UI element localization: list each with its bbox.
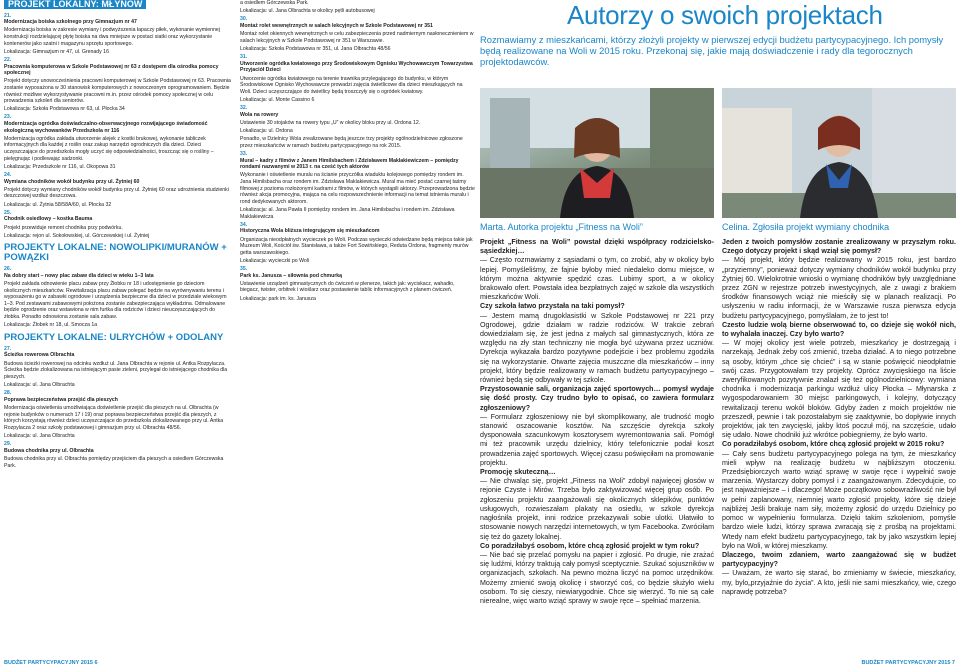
- interview-question: Przystosowanie sali, organizacja zajęć sportowych… pomysł wydaje się dość prosty. Czy trudno było to opisać, co zawiera formularz zgłoszeniowy?: [480, 385, 714, 412]
- interview-answer: — Cały sens budżetu partycypacyjnego polega na tym, że mieszkańcy mieli wpływ na realizację budżetu w najbliższym otoczeniu. Przedsiębiorczych warto wziąć sprawę w swoje ręce i wypełnić swoje marzenia. Wystarczy dobry pomysł i z zaangażowanym. Zdecydujcie, co jest najważniejsze – i dlaczego! Może początkowo sobowrażliwość nie był w pełni zaplanowany, niemniej warto zgłosić projekty, które się dzieje najbliżej Jeśli brakuje nam siły, możemy zgłosić do urzędu Dzielnicy po pomoc w wypełnieniu formularza. Dzięki takim szkoleniom, pomyśle bardzo wiele ludzi, którzy sprawa zwracają się z prośbą na projektami. Wtedy nam efekt budżetu partycypacyjnego, tak by jako wszystkim lepiej było na Woli, w której mieszkamy.: [722, 449, 956, 550]
- project-number: 21.: [4, 12, 12, 19]
- project-title: Poprawa bezpieczeństwa przejść dla pieszych: [4, 396, 118, 403]
- project-entry: [240, 16, 475, 52]
- project-location: Lokalizacja: Żłobek nr 18, ul. Smocza 1a: [4, 322, 98, 329]
- interview-answer: — Mój projekt, który będzie realizowany w 2015 roku, jest bardzo „przyziemny”, ponieważ dotyczy wymiany chodników wokół budynku przy Żytniej 60. Wielokrotnie wnioski o wymianę chodników były uwzględniane przez ZGN w rejestrze potrzeb inwestycyjnych, ale z uwagi z brakiem środków finansowych wciąż nie mieściły się w planach realizacji. Po usłyszeniu w radiu informacji, że w Warszawie rusza pierwsza edycja budżetu partycypacyjnego, pomyślałam, że to jest to!: [722, 256, 956, 320]
- project-entry: [4, 210, 232, 240]
- project-title: Pracownia komputerowa w Szkole Podstawowej nr 63 z dostępem dla ośrodka pomocy społecznej: [4, 63, 219, 77]
- project-description: Montaż rolet okiennych wewnętrznych w celu zabezpieczenia przed nadmiernym nasłonecznieniem w salach lekcyjnych w Szkole Podstawowej nr 351 w Warszawie.: [240, 31, 474, 44]
- left-page: [0, 0, 479, 666]
- project-entry: [240, 266, 475, 302]
- project-title: Budowa chodnika przy ul. Olbrachta: [4, 447, 94, 454]
- project-location: Lokalizacja: wycieczki po Woli: [240, 257, 310, 264]
- interview-answer: — Uważam, że warto się starać, bo zmieniamy w świecie, mieszkańcy, my, bylo„przyjaźnie do życia”. A kto, jeśli nie sami mieszkańcy, wie, czego naprawdę potrzeba?: [722, 569, 956, 596]
- project-number: 30.: [240, 16, 248, 23]
- project-description: Modernizacja boiska w zakresie wymiany i podwyższenia łapaczy piłek, wykonanie wymiennej konstrukcji rozdzielającej płytę boiska na dwa mniejsze w postaci siatki oraz wykorzystanie kontenerów jako szatni i magazynu sprzętu sportowego.: [4, 27, 220, 47]
- interview-question: Promocję skuteczną…: [480, 468, 556, 477]
- project-description: Projekt zakłada odnowienie placu zabaw przy Żłobku nr 18 i udostępnienie go dzieciom okolicznych mieszkańców. Rewitalizacja placu zabaw polegać będzie na wyrównywaniu terenu i wyposażeniu go w zabawki ogrodowe i urządzenia bezpieczne dla dzieci w przedziale wiekowym 1–3. Pod zestawami zabawowymi położona zostanie zabezpieczająca wykładzina. Odmalowane będzie ogrodzenie oraz wstawiona w nim furtka dla rodziców i dzieci nieuczęszczających do żłobka. Ponadto odnowiona zostanie sala zabaw.: [4, 281, 227, 321]
- left-col-1: [4, 0, 232, 471]
- left-col-2: [240, 0, 475, 304]
- project-title: Ścieżka rowerowa Olbrachta: [4, 352, 75, 359]
- project-number: 31.: [240, 54, 248, 61]
- photo-celina-image: [722, 88, 956, 218]
- interview-question: Czesto ludzie wolą bierne obserwować to, co dzieje się wokół nich, to wyhalała inaczej. Czy było warto?: [722, 320, 956, 339]
- interview-marta: [480, 238, 714, 606]
- project-location: Lokalizacja: al. Jana Pawła II pomiędzy rondem im. Jana Himilsbacha i rondem im. Zdzisława Maklakiewicza: [240, 206, 455, 220]
- page-footer-left: BUDŻET PARTYCYPACYJNY 2015 6: [4, 660, 98, 666]
- project-description: Ustawienie 30 stojaków na rowery typu „U” w okolicy bloku przy ul. Ordona 12.: [240, 119, 421, 126]
- project-description: a osiedlem Górczewska Park.: [240, 0, 309, 6]
- project-number: 34.: [240, 221, 248, 228]
- project-location: Lokalizacja: ul. Żytnia 58/58A/60, ul. Płocka 32: [4, 201, 112, 208]
- project-location: Lokalizacja: ul. Monte Cassino 6: [240, 96, 315, 103]
- project-entry: [4, 114, 232, 170]
- project-location: Lokalizacja: ul. Ordona: [240, 128, 293, 135]
- project-title: Modernizacja boiska szkolnego przy Gimnazjum nr 47: [4, 19, 137, 26]
- interview-answer: — Nie chwaląc się, projekt „Fitness na Woli” zdobył najwięcej głosów w rejonie Czyste i Mirów. Trzeba było zaktywizować więcej grup osób. Po zgłoszeniu projektu zaangażowali się okolicznych sklepików, punktów usługowych, rozwieszałam plakaty na osiedlu, w szkole dyrekcja nagłośniła projekt, inni rodzice przekazywali sobie ulotki. Ułatwiło to stosowanie nowych narzędzi internetowych, w tym Facebooka. Zwróciłam się też do gazety lokalnej.: [480, 477, 714, 541]
- project-location: Lokalizacja: Gimnazjum nr 47, ul. Grenady 16: [4, 48, 109, 55]
- project-title: Mural – kadry z filmów z Janem Himilsbachem i Zdzisławem Maklakiewiczem – pomiędzy rondami nazwanymi w 2013 r. na cześć tych aktorów: [240, 157, 459, 171]
- project-description: Projekt dotyczy wymiany chodników wokół budynku przy ul. Żytniej 60 oraz udrożnienia studzienki deszczowej wzdłuż deszczowa.: [4, 186, 229, 200]
- project-title: Wymiana chodników wokół budynku przy ul. Żytniej 60: [4, 178, 140, 185]
- project-location: Lokalizacja: rejon ul. Sokołowskiej, ul. Górczewskiej i ul. Żytniej: [4, 232, 150, 239]
- project-title: Na dobry start – nowy plac zabaw dla dzieci w wieku 1–3 lata: [4, 272, 154, 279]
- project-number: 26.: [4, 266, 12, 273]
- project-entry: [240, 54, 475, 103]
- interview-answer: — Formularz zgłoszeniowy nie był skomplikowany, ale trudność mogło stanowić oszacowanie kosztów. Na szczęście dyrekcja szkoły dysponowała szacunkowym kosztorysem wyremontowania sali. Pomógł mi też pracownik urzędu dzielnicy, który telefonicznie podał koszt prowadzenia zajęć sportowych. Więcej czasu poświęciłam na promowanie projektu.: [480, 412, 714, 467]
- project-location: Lokalizacja: park im. ks. Janusza: [240, 295, 316, 302]
- project-number: 23.: [4, 114, 12, 121]
- project-location: Lokalizacja: ul. Jana Olbrachta: [4, 382, 75, 388]
- project-number: 24.: [4, 172, 12, 178]
- project-list-3: [4, 346, 232, 469]
- project-entry: [4, 346, 232, 389]
- project-location: Lokalizacja: ul. Jana Olbrachta: [4, 432, 75, 439]
- interview-question: Dlaczego, twoim zdaniem, warto zaangażować się w budżet partycypacyjny?: [722, 550, 956, 569]
- project-number: 33.: [240, 151, 248, 157]
- project-entry: [4, 172, 232, 208]
- project-description: Modernizacja oświetlenia umożliwiająca doświetlenie przejść dla pieszych na ul. Olbrachta (w rejonie budynków o numerach 17 i 19) oraz poprawa bezpieczeństwa przejść dla pieszych, z których korzystają również dzieci uczęszczające do przedszkola zlokalizowanego przy ul. Antka Rozpylacza 2 oraz szkoły podstawowej i gimnazjum przy ul. Olbrachta 48/56.: [4, 404, 224, 431]
- project-description: Modernizacja ogródka zakłada utworzenie alejek z kostki brukowej, wykonanie tabliczek informacyjnych dla każdej z roślin oraz zakup narzędzi ogrodniczych dla dzieci. Dzieci uczęszczające do przedszkola mogły uczyć się odpowiedzialności, troszcząc się o rośliny – pielęgnując i podlewając sadzonki.: [4, 135, 214, 162]
- interview-question: Co poradziłabyś osobom, które chcą zgłosić projekt w 2015 roku?: [722, 440, 945, 449]
- project-description: Budowa ścieżki rowerowej na odcinku wzdłuż ul. Jana Olbrachta w rejonie ul. Antka Rozpylacza. Ścieżka będzie zlokalizowana na istniejącym pasie zieleni, przylegał do istniejącego chodnika dla pieszych.: [4, 360, 228, 380]
- project-title: Historyczna Wola bliższa integrującym się mieszkańcom: [240, 228, 380, 235]
- project-list-1: [4, 13, 232, 240]
- project-location: Lokalizacja: ul. Jana Olbrachta w okolicy pętli autobusowej: [240, 8, 375, 15]
- project-entry: [240, 222, 475, 265]
- interview-question: Projekt „Fitness na Woli” powstał dzięki współpracy rodzicielsko-sąsiedzkiej…: [480, 238, 714, 256]
- project-title: Wola na rowery: [240, 111, 279, 118]
- page-title: Autorzy o swoich projektach: [567, 0, 883, 30]
- project-location: Lokalizacja: Szkoła Podstawowa nr 63, ul. Płocka 34: [4, 106, 125, 113]
- project-entry: [4, 390, 232, 439]
- project-location: Lokalizacja: Szkoła Podstawowa nr 351, ul. Jana Olbrachta 48/56: [240, 45, 391, 52]
- project-title: Park ks. Janusza – siłownia pod chmurką: [240, 272, 343, 279]
- interview-answer: — Nie bać się przelać pomysłu na papier i zgłosić. Po drugie, nie zrażać się ludźmi, którzy traktują cały pomysł sceptycznie. Szukać sojuszników w organizacjach, szkołach. Na pewno można liczyć na pomoc urzędników. Możemy zmienić swoją okolicę i stworzyć coś, co będzie służyło wielu osobom. To się cieszy, niewiarygodnie. Chce się wierzyć. To nie są całe nierealne, więc warto wziąć sprawy w swoje ręce – spełniać marzenia.: [480, 550, 714, 605]
- project-entry: [4, 266, 232, 329]
- section-header-ulrychow: PROJEKTY LOKALNE: ULRYCHÓW + ODOLANY: [4, 331, 224, 343]
- project-entry: [4, 441, 232, 469]
- project-number: 22.: [4, 56, 12, 63]
- project-entry: [4, 13, 232, 56]
- project-list-4: [240, 0, 475, 302]
- project-number: 25.: [4, 209, 12, 216]
- caption-celina: Celina. Zgłosiła projekt wymiany chodnika: [722, 222, 890, 232]
- project-entry: [240, 105, 475, 135]
- photo-celina: [722, 88, 956, 218]
- project-entry: [240, 0, 475, 15]
- project-entry: [240, 151, 475, 220]
- page-footer-right: BUDŻET PARTYCYPACYJNY 2015 7: [861, 660, 955, 666]
- project-number: 27.: [4, 345, 12, 352]
- project-number: 35.: [240, 266, 248, 273]
- project-number: 29.: [4, 441, 12, 448]
- project-location: Lokalizacja: Przedszkole nr 116, ul. Okopowa 31: [4, 163, 116, 170]
- project-description: Projekt dotyczy unowocześnienia pracowni komputerowej w Szkole Podstawowej nr 63. Pracownia zostanie wyposażona w 30 stanowisk komputerowych z nowoczesnym oprogramowaniem. Będzie również możliwe wykorzystywanie pracowni m.in. przez ośrodek pomocy społecznej w celu prowadzenia szkoleń dla seniorów.: [4, 78, 231, 105]
- project-title: Chodnik osiedlowy – kostka Bauma: [4, 216, 93, 223]
- caption-marta: Marta. Autorka projektu „Fitness na Woli”: [480, 222, 643, 232]
- interview-question: Czy szkoła łatwo przystała na taki pomysł?: [480, 302, 625, 311]
- project-number: 32.: [240, 105, 248, 112]
- interview-question: Co poradziłabyś osobom, które chcą zgłosić projekt w tym roku?: [480, 541, 700, 550]
- interview-question: Jeden z twoich pomysłów zostanie zrealizowany w przyszłym roku. Czego dotyczy projekt i skąd wziął się pomysł?: [722, 238, 956, 256]
- lead-paragraph: Rozmawiamy z mieszkańcami, którzy złożyli projekty w pierwszej edycji budżetu partycypacyjnego. Ich pomysły będą realizowane na Woli w 2015 roku. Przekonaj się, jakie mają doświadczenie i rady dla tegorocznych projektodawców.: [480, 34, 944, 67]
- project-description: Wykonanie i oświetlenie muralu na ścianie przyczółka wiaduktu kolejowego pomiędzy rondem im. Jana Himilsbacha oraz rondem im. Zdzisława Maklakiewicza. Mural ma mieć postać czarnej taśmy filmowej z pozioma rozłożonymi kadrami z filmów, w których wystąpili aktorzy. Przeprowadzona będzie również akcja promocyjna, mająca na celu rozpowszechnienie informacji na temat istnienia muralu i rond dedykowanych aktorom.: [240, 172, 475, 205]
- project-description: Organizacja nieodpłatnych wycieczek po Woli. Podczas wycieczki odwiedzane będą miejsca takie jak Muzeum Woli, Kościół św. Stanisława, a także Fort Sowińskiego, Reduta Ordona, fragmenty murów getta warszawskiego.: [240, 236, 473, 256]
- project-description: Budowa chodnika przy ul. Olbrachta pomiędzy przejściem dla pieszych a osiedlem Górczewska Park.: [4, 455, 224, 469]
- section-header-mlynow: PROJEKT LOKALNY: MŁYNÓW: [4, 0, 146, 9]
- project-title: Modernizacja ogródka doświadczalno-obserwacyjnego rozwijającego świadomość ekologiczną wychowanków Przedszkola nr 116: [4, 121, 208, 134]
- project-entry: [240, 136, 475, 149]
- project-description: Ustawienie urządzeń gimnastycznych do ćwiczeń w plenerze, takich jak: wyciskacz, wahadło, biegacz, twister, orbitrek i wioślarz oraz postawienie tablic informacyjnych z planem ćwiczeń.: [240, 280, 455, 294]
- project-title: Montaż rolet wewnętrznych w salach lekcyjnych w Szkole Podstawowej nr 351: [240, 22, 433, 29]
- interview-celina: [722, 238, 956, 597]
- project-description: Ponadto, w Dzielnicy Wola zrealizowane będą jeszcze trzy projekty ogólnodzielnicowe zgłoszone przez mieszkańców w ramach budżetu partycypacyjnego na rok 2015.: [240, 136, 463, 149]
- project-description: Utworzenie ogródka kwiatowego na terenie trawnika przylegającego do budynku, w którym Środowiskowe Ognisko Wychowawcze prowadzi zajęcia świetlicowe dla dzieci mieszkających na Woli. Dzieci uczęszczające do świetlicy będą troszczyły się o ogródek kwiatowy.: [240, 75, 463, 95]
- project-description: Projekt przewiduje remont chodnika przy podwórku.: [4, 224, 123, 231]
- project-list-2: [4, 266, 232, 329]
- interview-answer: — Często rozmawiamy z sąsiadami o tym, co zrobić, aby w okolicy było lepiej. Pomyśleliśmy, że fajnie byłoby mieć niedaleko domu miejsce, w którym można aktywnie spędzić czas. Lubimy sport, a w okolicy brakowało ofert. Powstała idea bezpłatnych zajęć w szkole dla wszystkich mieszkańców Woli.: [480, 256, 714, 302]
- project-title: Utworzenie ogródka kwiatowego przy Środowiskowym Ognisku Wychowawczym Towarzystwa Przyjaciół Dzieci: [240, 60, 473, 74]
- project-entry: [4, 57, 232, 113]
- interview-answer: — Jestem mamą drugoklasistki w Szkole Podstawowej nr 221 przy Ogrodowej, gdzie działam w radzie rodziców. W trakcie zebrań dowiedziałam się, że jest jedna z małych sal gimnastycznych, która ze względu na zły stan techniczny nie mogła być używana przez uczniów. Dyrekcja wykazała bardzo pozytywne podejście i bez problemu zgodziła się na wykorzystanie. Otwarte zajęcia muszczne dla mieszkańców – inny projekt, który będzie realizowany w ramach budżetu partycypacyjnego – również będą się odbywały w tej szkole.: [480, 311, 714, 385]
- photo-marta-image: [480, 88, 714, 218]
- photo-marta: [480, 88, 714, 218]
- interview-answer: — W mojej okolicy jest wiele potrzeb, mieszkańcy je dostrzegają i narzekają. Jednak żeby coś zmienić, trzeba działać. A to niego potrzebne są osoby, którym „chce się chcieć” i są w stanie poświęcić nieodpłatnie swój czas. Przygotowałam trzy projekty. Oprócz zwycięskiego na liście zweryfikowanych pozytywnie znalazł się też ogólnodzielnicowy: wymiana chodnika i modernizacja parkingu wzdłuż ulicy Płocka – Młynarska z wygospodarowaniem 30 miejsc parkingowych, i kolejny, dotyczący rewitalizacji terenu wokół bloków. Gdyby żaden z moich projektów nie przeszedł, pewnie i tak pozostałabym się zaaktywnie, bo dopływie innych projektów, jak ten zwycięski, jakby ktoś poczuł mój, na szczęście, udało się udało. Nowe chodniki już wkrótce pobiegniemy, że było warto.: [722, 339, 956, 440]
- project-number: 28.: [4, 390, 12, 397]
- section-header-nowolipki: PROJEKTY LOKALNE: NOWOLIPKI/MURANÓW + POWĄZKI: [4, 242, 227, 264]
